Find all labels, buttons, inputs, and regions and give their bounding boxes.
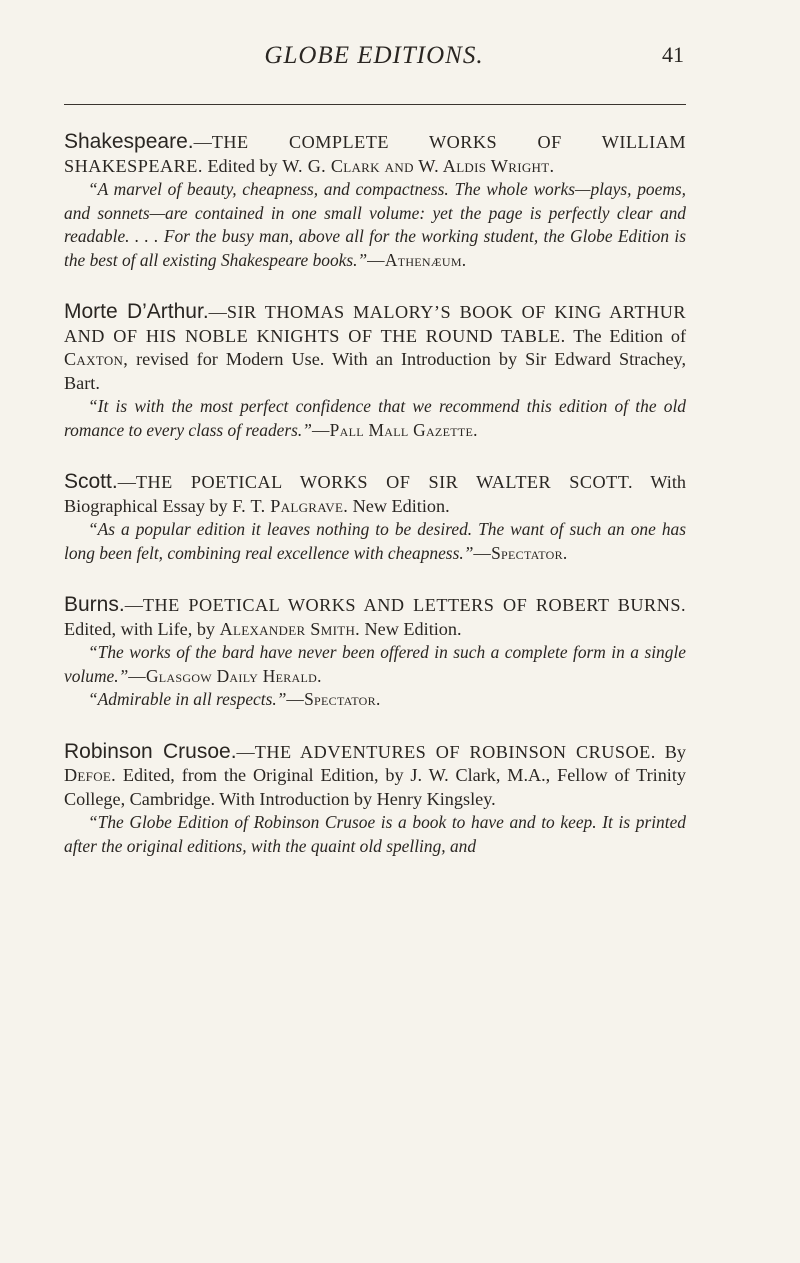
page-number: 41 <box>662 42 684 67</box>
entry-title: THE POETICAL WORKS OF SIR WALTER SCOTT. <box>135 472 634 492</box>
review-text: “It is with the most perfect confidence that we recommend this edition of the old romance to every class of readers.” <box>64 396 686 440</box>
entry-dash: — <box>124 595 143 615</box>
running-title: GLOBE EDITIONS. <box>264 42 484 69</box>
review-source: —Pall Mall Gazette. <box>311 419 478 440</box>
entry-editors-suffix: Edited, from the Original Edition, by J. W. Clark, M.A., Fellow of Trinity College, Cambridge. With Introduction by Henry Kingsley. <box>64 765 686 809</box>
catalog-entry-morte-darthur <box>64 300 686 442</box>
review-quote <box>64 641 686 688</box>
header-rule <box>64 104 686 105</box>
entry-title: THE ADVENTURES OF ROBINSON CRUSOE. <box>254 741 656 762</box>
review-text: “The Globe Edition of Robinson Crusoe is a book to have and to keep. It is printed after the original editions, with the quaint old spelling, and <box>64 812 686 856</box>
entry-lead: Morte D’Arthur. <box>64 300 209 323</box>
entry-description <box>64 740 686 812</box>
review-text: “As a popular edition it leaves nothing to be desired. The want of such an one has long been felt, combining real excellence with cheapness.” <box>64 519 686 563</box>
entry-title: SIR THOMAS MALORY’S BOOK OF KING ARTHUR AND OF HIS NOBLE KNIGHTS OF THE ROUND TABLE. <box>64 302 686 346</box>
entry-edited-prefix: The Edition of <box>565 325 686 346</box>
entry-edited-prefix: Edited, with Life, by <box>64 618 220 639</box>
page-body <box>64 130 686 886</box>
catalog-entry-burns <box>64 593 686 712</box>
entry-description <box>64 130 686 178</box>
entry-lead: Robinson Crusoe. <box>64 739 237 763</box>
entry-edited-prefix: Edited by <box>202 155 283 176</box>
review-quote <box>64 518 686 565</box>
entry-editors: Alexander Smith. <box>219 618 360 639</box>
entry-editors-suffix: New Edition. <box>348 495 450 516</box>
review-text: “A marvel of beauty, cheapness, and compactness. The whole works—plays, poems, and sonnets—are contained in one small volume: yet the page is perfectly clear and readable. . . . For the busy man, above all for the working student, the Globe Edition is the best of all existing Shakespeare books.” <box>64 179 686 270</box>
entry-dash: — <box>236 741 255 762</box>
review-quote <box>64 811 686 858</box>
review-text: “Admirable in all respects.” <box>88 689 287 709</box>
review-source: —Athenæum. <box>367 249 467 270</box>
entry-lead: Scott. <box>64 470 118 493</box>
entry-title: THE COMPLETE WORKS OF WILLIAM SHAKESPEARE. <box>64 132 686 176</box>
catalog-entry-robinson-crusoe <box>64 740 686 859</box>
entry-editors: Caxton, <box>64 349 129 369</box>
entry-editors: W. G. Clark and W. Aldis Wright. <box>282 155 555 176</box>
review-source: —Glasgow Daily Herald. <box>128 665 322 686</box>
review-text: “The works of the bard have never been offered in such a complete form in a single volume.” <box>64 642 686 686</box>
entry-lead: Burns. <box>64 593 125 616</box>
review-quote <box>64 688 686 712</box>
running-header <box>64 38 684 78</box>
entry-editors: F. T. Palgrave. <box>232 495 349 516</box>
entry-description <box>64 593 686 641</box>
catalog-entry-scott <box>64 470 686 565</box>
review-quote <box>64 395 686 442</box>
review-source: —Spectator. <box>286 689 381 709</box>
entry-edited-prefix: With Biographical Essay by <box>64 472 686 516</box>
entry-dash: — <box>193 132 212 152</box>
entry-editors-suffix: revised for Modern Use. With an Introduction by Sir Edward Strachey, Bart. <box>64 349 686 393</box>
entry-editors-suffix: New Edition. <box>360 618 462 639</box>
entry-description <box>64 470 686 518</box>
entry-lead: Shakespeare. <box>64 130 194 153</box>
entry-dash: — <box>117 472 136 492</box>
review-source: —Spectator. <box>473 542 568 563</box>
review-quote <box>64 178 686 272</box>
entry-dash: — <box>208 302 227 322</box>
entry-title: THE POETICAL WORKS AND LETTERS OF ROBERT BURNS. <box>142 595 686 615</box>
entry-description <box>64 300 686 395</box>
catalog-entry-shakespeare <box>64 130 686 272</box>
entry-editors: Defoe. <box>64 765 116 785</box>
entry-edited-prefix: By <box>655 741 686 762</box>
